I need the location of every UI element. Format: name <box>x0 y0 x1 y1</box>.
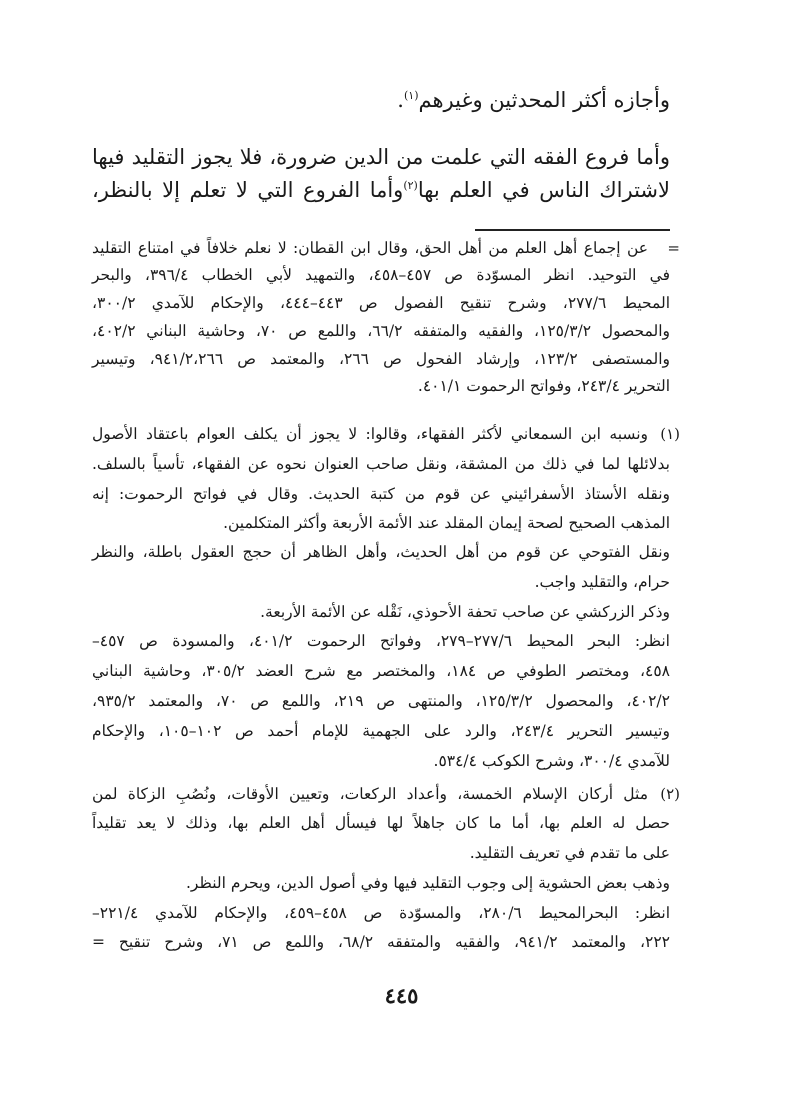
footnote-continued-line: والمستصفى ١٢٣/٢، وإرشاد الفحول ص ٢٦٦، والمعتمد ص ٩٤١/٢،٢٦٦، وتيسير <box>92 350 671 368</box>
main-text-line-2-body: وأما فروع الفقه التي علمت من الدين ضرورة، فلا يجوز التقليد فيها <box>92 145 670 169</box>
footnote-1-line: حرام، والتقليد واجب. <box>534 573 670 591</box>
footnote-1-line: ونقل الفتوحي عن قوم من أهل الحديث، وأهل الظاهر أن حجج العقول باطلة، والنظر <box>92 543 670 561</box>
footnote-2-line: على ما تقدم في تعريف التقليد. <box>469 844 670 862</box>
footnote-ref-2: (٢) <box>403 179 418 192</box>
footnote-1-marker: (١) <box>660 425 680 443</box>
footnote-1-line: ٤٠٢/٢، والمحصول ١٢٥/٣/٢، والمنتهى ص ٢١٩، واللمع ص ٧٠، والمعتمد ٩٣٥/٢، <box>92 692 670 710</box>
footnote-1-line: وذكر الزركشي عن صاحب تحفة الأحوذي، نَقْله عن الأئمة الأربعة. <box>260 603 670 621</box>
page-number: ٤٤٥ <box>384 983 419 1008</box>
footnote-1-line: ونسبه ابن السمعاني لأكثر الفقهاء، وقالوا: لا يجوز أن يكلف العوام باعتقاد الأصول <box>92 425 648 443</box>
footnote-ref-1: (١) <box>403 89 419 102</box>
footnote-1-line: المذهب الصحيح لصحة إيمان المقلد عند الأئمة الأربعة وأكثر المتكلمين. <box>223 514 670 532</box>
main-text-line-1 <box>92 86 670 114</box>
footnote-separator <box>475 229 670 231</box>
footnote-1-line: بدلائلها لما في ذلك من المشقة، ونقل صاحب العنوان نحوه عن الفقهاء، تأسياً بالسلف. <box>92 455 670 473</box>
footnote-continued-line: التحرير ٢٤٣/٤، وفواتح الرحموت ٤٠١/١. <box>417 377 670 395</box>
footnote-2-line: وذهب بعض الحشوية إلى وجوب التقليد فيها وفي أصول الدين، ويحرم النظر. <box>186 874 670 892</box>
footnote-continued-line: عن إجماع أهل العلم من أهل الحق، وقال ابن القطان: لا نعلم خلافاً في امتناع التقليد <box>92 239 648 257</box>
main-text-line-2 <box>92 143 670 171</box>
main-text-line-3-b: وأما الفروع التي لا تعلم إلا بالنظر، <box>92 178 404 202</box>
footnote-2-line: انظر: البحرالمحيط ٢٨٠/٦، والمسوّدة ص ٤٥٨–٤٥٩، والإحكام للآمدي ٢٢١/٤– <box>92 904 671 922</box>
main-text-line-3-a: لاشتراك الناس في العلم بها <box>417 178 671 202</box>
footnote-2-line: ٢٢٢، والمعتمد ٩٤١/٢، والفقيه والمتفقه ٦٨/٢، واللمع ص ٧١، وشرح تنقيح = <box>92 933 670 951</box>
footnote-2-line: حصل له العلم بها، أما ما كان جاهلاً لها فيسأل أهل العلم بها، وذلك لا يعد تقليداً <box>92 814 670 832</box>
footnote-2-line: مثل أركان الإسلام الخمسة، وأعداد الركعات، وتعيين الأوقات، ونُصُبِ الزكاة لمن <box>92 785 648 803</box>
footnote-1-line: ٤٥٨، ومختصر الطوفي ص ١٨٤، والمختصر مع شرح العضد ٣٠٥/٢، وحاشية البناني <box>92 662 670 680</box>
footnote-1-line: انظر: البحر المحيط ٢٧٧/٦–٢٧٩، وفواتح الرحموت ٤٠١/٢، والمسودة ص ٤٥٧– <box>92 632 670 650</box>
footnote-1-line: للآمدي ٣٠٠/٤، وشرح الكوكب ٥٣٤/٤. <box>433 752 670 770</box>
footnote-continued-line: المحيط ٢٧٧/٦، وشرح تنقيح الفصول ص ٤٤٣–٤٤٤، والإحكام للآمدي ٣٠٠/٢، <box>92 294 670 312</box>
footnote-continued-line: والمحصول ١٢٥/٣/٢، والفقيه والمتفقه ٦٦/٢، واللمع ص ٧٠، وحاشية البناني ٤٠٢/٢، <box>92 322 670 340</box>
footnote-1-line: وتيسير التحرير ٢٤٣/٤، والرد على الجهمية للإمام أحمد ص ١٠٢–١٠٥، والإحكام <box>92 722 670 740</box>
footnote-continued-line: في التوحيد. انظر المسوّدة ص ٤٥٧–٤٥٨، والتمهيد لأبي الخطاب ٣٩٦/٤، والبحر <box>92 266 670 284</box>
main-text-line-1-end: . <box>397 88 404 112</box>
footnote-continued-marker: = <box>667 239 680 257</box>
main-text-line-3 <box>92 176 670 204</box>
main-text-line-1-body: وأجازه أكثر المحدثين وغيرهم <box>418 88 670 112</box>
footnote-2-marker: (٢) <box>660 785 680 803</box>
footnote-1-line: ونقله الأستاذ الأسفرائيني عن قوم من كتبة الحديث. وقال في فواتح الرحموت: إنه <box>92 485 670 503</box>
